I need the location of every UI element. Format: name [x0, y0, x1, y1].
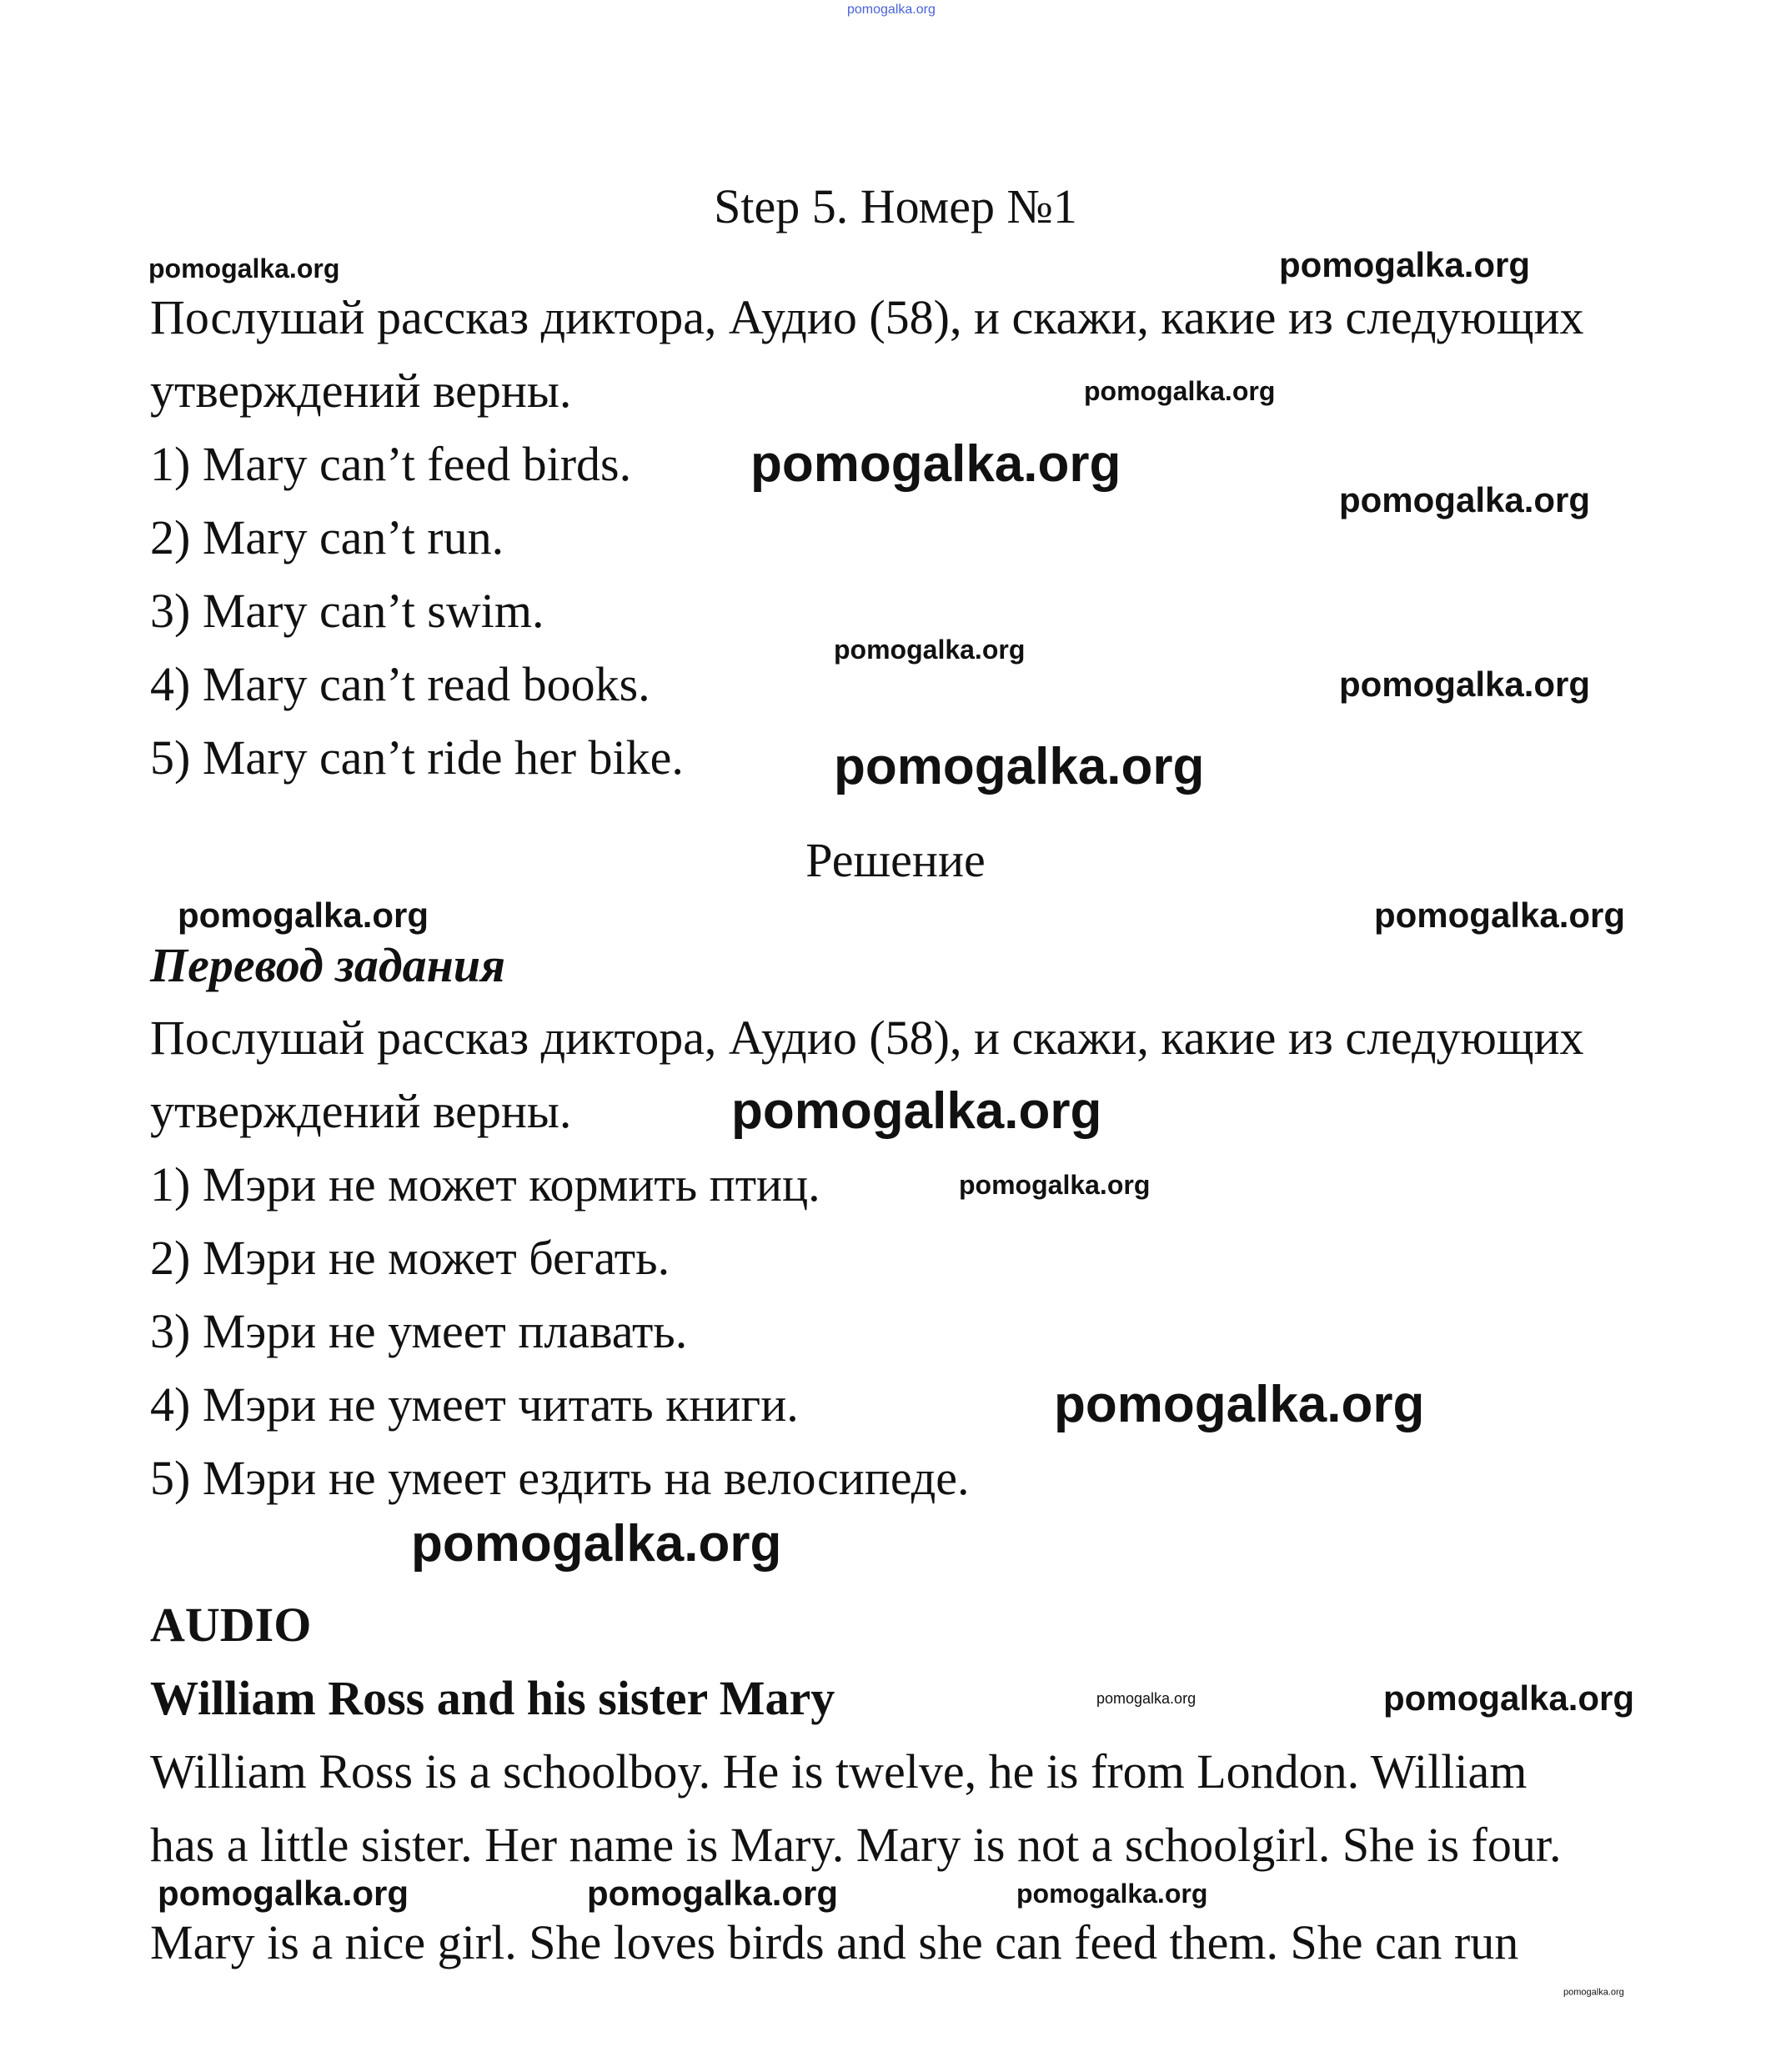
watermark: pomogalka.org: [834, 635, 1026, 665]
watermark: pomogalka.org: [1084, 376, 1276, 406]
translation-line-2: утверждений верны.: [150, 1084, 572, 1138]
task-item: 1) Mary can’t feed birds.: [150, 437, 632, 491]
watermark: pomogalka.org: [1016, 1879, 1208, 1909]
watermark: pomogalka.org: [959, 1170, 1151, 1200]
audio-text-line: Mary is a nice girl. She loves birds and she can feed them. She can run: [150, 1915, 1519, 1969]
watermark: pomogalka.org: [1339, 480, 1591, 519]
watermark: pomogalka.org: [158, 1874, 409, 1913]
translation-item: 5) Мэри не умеет ездить на велосипеде.: [150, 1451, 970, 1505]
translation-item: 1) Мэри не может кормить птиц.: [150, 1157, 820, 1212]
watermark: pomogalka.org: [834, 738, 1205, 795]
watermark: pomogalka.org: [1383, 1678, 1635, 1718]
task-item: 5) Mary can’t ride her bike.: [150, 730, 684, 785]
translation-item: 4) Мэри не умеет читать книги.: [150, 1377, 799, 1432]
watermark: pomogalka.org: [1054, 1376, 1425, 1433]
watermark: pomogalka.org: [1279, 245, 1531, 284]
translation-line-1: Послушай рассказ диктора, Аудио (58), и скажи, какие из следующих: [150, 1011, 1584, 1065]
watermark: pomogalka.org: [1339, 665, 1591, 704]
audio-text-line: William Ross is a schoolboy. He is twelve, he is from London. William: [150, 1744, 1528, 1799]
task-line-2: утверждений верны.: [150, 364, 572, 418]
watermark: pomogalka.org: [731, 1082, 1102, 1140]
watermark: pomogalka.org: [411, 1515, 782, 1573]
audio-subheading: William Ross and his sister Mary: [150, 1671, 835, 1725]
watermark: pomogalka.org: [750, 435, 1121, 493]
watermark: pomogalka.org: [148, 253, 340, 283]
translation-heading: Перевод задания: [150, 938, 505, 992]
watermark: pomogalka.org: [1096, 1690, 1197, 1707]
task-item: 4) Mary can’t read books.: [150, 657, 650, 711]
translation-item: 3) Мэри не умеет плавать.: [150, 1304, 688, 1358]
audio-heading: AUDIO: [150, 1598, 312, 1652]
watermark: pomogalka.org: [1563, 1987, 1624, 1998]
task-line-1: Послушай рассказ диктора, Аудио (58), и скажи, какие из следующих: [150, 290, 1584, 344]
watermark: pomogalka.org: [847, 3, 936, 17]
watermark: pomogalka.org: [587, 1874, 839, 1913]
translation-item: 2) Мэри не может бегать.: [150, 1231, 670, 1285]
watermark: pomogalka.org: [1374, 896, 1626, 935]
solution-heading: Решение: [805, 833, 986, 887]
page-title: Step 5. Номер №1: [714, 179, 1077, 233]
task-item: 3) Mary can’t swim.: [150, 584, 544, 638]
audio-text-line: has a little sister. Her name is Mary. Mary is not a schoolgirl. She is four.: [150, 1818, 1562, 1872]
watermark: pomogalka.org: [178, 896, 429, 935]
task-item: 2) Mary can’t run.: [150, 510, 504, 564]
